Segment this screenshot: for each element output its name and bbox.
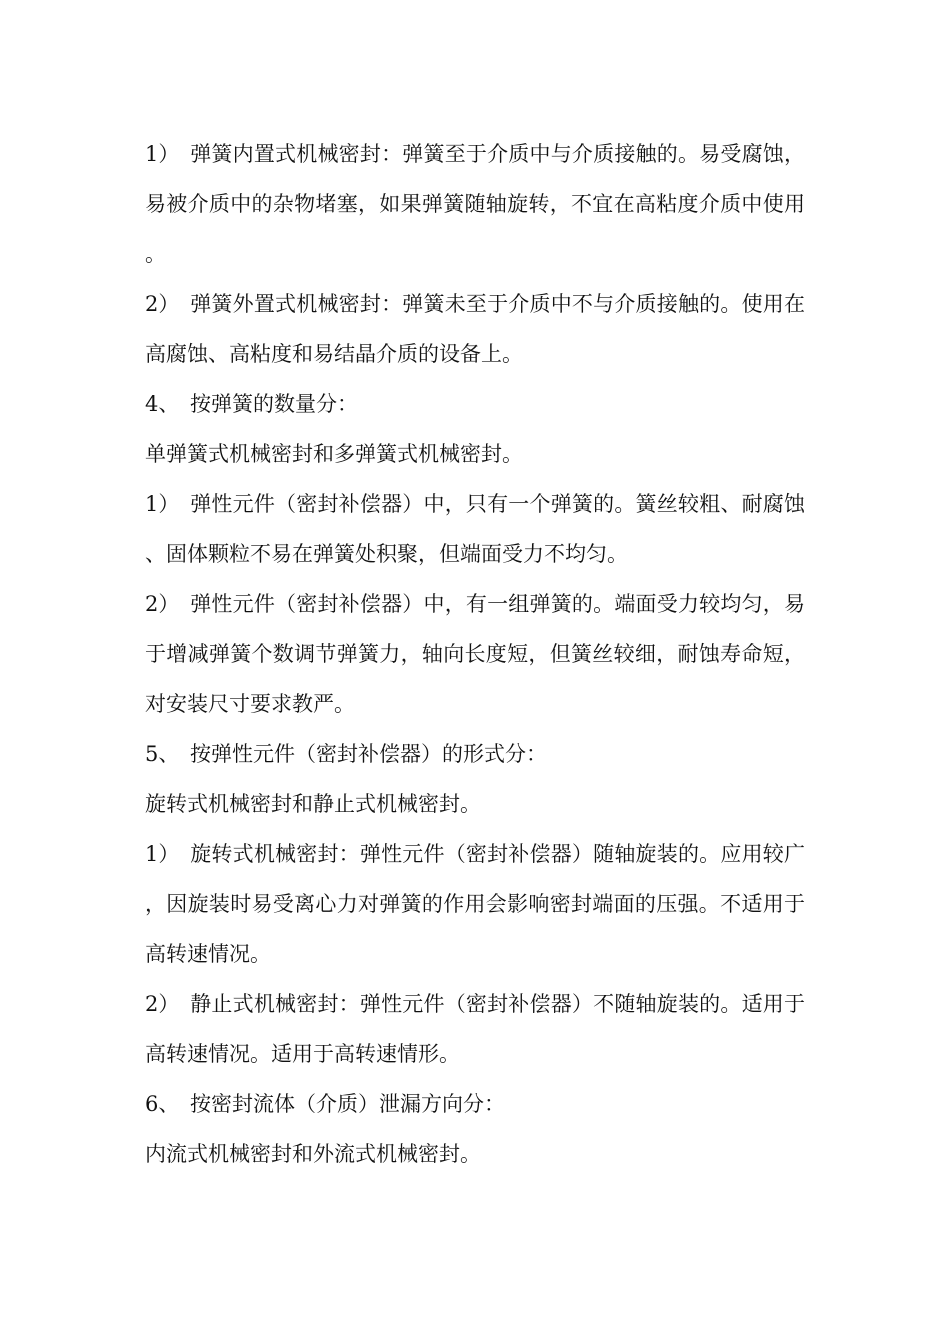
section-title: 按弹性元件（密封补偿器）的形式分： xyxy=(190,742,547,766)
paragraph-2 xyxy=(145,279,805,379)
paragraph-text: 单弹簧式机械密封和多弹簧式机械密封。 xyxy=(145,442,523,466)
paragraph-6 xyxy=(145,579,805,729)
paragraph-5 xyxy=(145,479,805,579)
section-number: 6、 xyxy=(145,1092,180,1116)
paragraph-text: 弹簧内置式机械密封：弹簧至于介质中与介质接触的。易受腐蚀，易被介质中的杂物堵塞，如果弹簧随轴旋转，不宜在高粘度介质中使用。 xyxy=(145,142,805,266)
paragraph-text: 弹性元件（密封补偿器）中，只有一个弹簧的。簧丝较粗、耐腐蚀、固体颗粒不易在弹簧处积聚，但端面受力不均匀。 xyxy=(145,492,805,566)
paragraph-4 xyxy=(145,429,805,479)
document-body xyxy=(145,129,805,1179)
paragraph-10 xyxy=(145,979,805,1079)
list-marker: 1） xyxy=(145,142,180,166)
list-marker: 1） xyxy=(145,842,180,866)
section-title: 按弹簧的数量分： xyxy=(190,392,358,416)
paragraph-12 xyxy=(145,1129,805,1179)
paragraph-text: 静止式机械密封：弹性元件（密封补偿器）不随轴旋装的。适用于高转速情况。适用于高转速情形。 xyxy=(145,992,805,1066)
paragraph-9 xyxy=(145,829,805,979)
paragraph-text: 旋转式机械密封和静止式机械密封。 xyxy=(145,792,481,816)
list-marker: 2） xyxy=(145,992,180,1016)
section-number: 4、 xyxy=(145,392,180,416)
section-heading-4 xyxy=(145,379,805,429)
paragraph-1 xyxy=(145,129,805,279)
list-marker: 2） xyxy=(145,592,180,616)
paragraph-text: 弹簧外置式机械密封：弹簧未至于介质中不与介质接触的。使用在高腐蚀、高粘度和易结晶介质的设备上。 xyxy=(145,292,805,366)
paragraph-text: 旋转式机械密封：弹性元件（密封补偿器）随轴旋装的。应用较广，因旋装时易受离心力对弹簧的作用会影响密封端面的压强。不适用于高转速情况。 xyxy=(145,842,805,966)
section-heading-6 xyxy=(145,1079,805,1129)
list-marker: 2） xyxy=(145,292,180,316)
paragraph-text: 弹性元件（密封补偿器）中，有一组弹簧的。端面受力较均匀，易于增减弹簧个数调节弹簧力，轴向长度短，但簧丝较细，耐蚀寿命短，对安装尺寸要求教严。 xyxy=(145,592,805,716)
paragraph-8 xyxy=(145,779,805,829)
paragraph-text: 内流式机械密封和外流式机械密封。 xyxy=(145,1142,481,1166)
section-title: 按密封流体（介质）泄漏方向分： xyxy=(190,1092,505,1116)
section-number: 5、 xyxy=(145,742,180,766)
section-heading-5 xyxy=(145,729,805,779)
list-marker: 1） xyxy=(145,492,180,516)
